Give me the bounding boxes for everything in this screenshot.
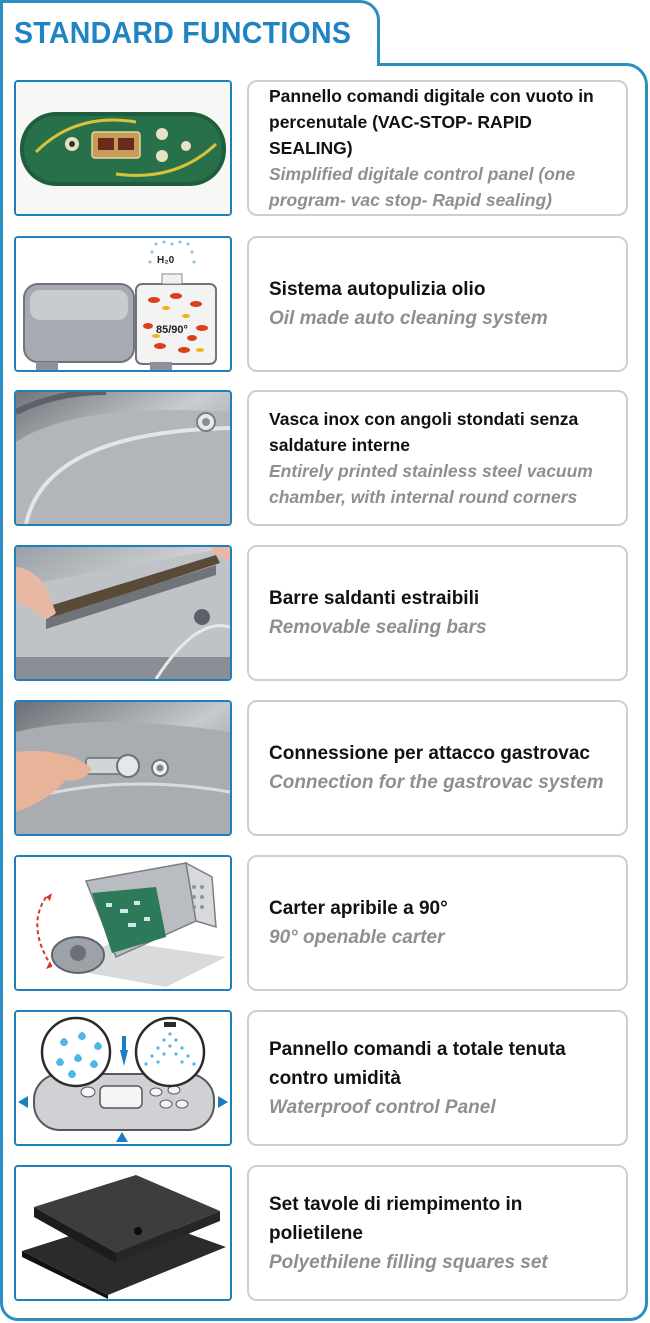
feature-italian-text: Set tavole di riempimento in polietilene: [269, 1193, 523, 1244]
feature-row: [14, 1010, 630, 1148]
oil-cleaning-icon: [14, 236, 232, 372]
feature-row: [14, 80, 630, 218]
filling-squares-icon: [14, 1165, 232, 1301]
feature-italian-text: Carter apribile a 90°: [269, 898, 448, 919]
page-title: STANDARD FUNCTIONS: [14, 15, 352, 50]
feature-english-text: Polyethilene filling squares set: [269, 1251, 548, 1273]
openable-carter-icon: [14, 855, 232, 991]
feature-text: [247, 1165, 628, 1301]
feature-english-text: Removable sealing bars: [269, 617, 487, 638]
feature-row: [14, 700, 630, 838]
control-panel-icon: [14, 80, 232, 216]
feature-row: [14, 545, 630, 683]
feature-text: [247, 855, 628, 991]
feature-text: [247, 390, 628, 526]
feature-english-text: 90° openable carter: [269, 927, 445, 948]
feature-text: [247, 80, 628, 216]
feature-italian-text: Vasca inox con angoli stondati senza saldature interne: [269, 409, 579, 455]
sealing-bar-icon: [14, 545, 232, 681]
feature-italian-text: Pannello comandi digitale con vuoto in percenutale (VAC-STOP- RAPID SEALING): [269, 86, 594, 158]
feature-english-text: Connection for the gastrovac system: [269, 772, 604, 793]
feature-text: [247, 236, 628, 372]
feature-text: [247, 545, 628, 681]
feature-english-text: Entirely printed stainless steel vacuum chamber, with internal round corners: [269, 461, 593, 507]
feature-row: [14, 855, 630, 993]
feature-english-text: Oil made auto cleaning system: [269, 308, 548, 329]
feature-row: [14, 236, 630, 374]
feature-row: [14, 390, 630, 528]
feature-english-text: Simplified digitale control panel (one program- vac stop- Rapid sealing): [269, 164, 576, 210]
stainless-chamber-icon: [14, 390, 232, 526]
temperature-label: 85/90°: [156, 324, 188, 336]
feature-italian-text: Sistema autopulizia olio: [269, 279, 486, 300]
feature-italian-text: Barre saldanti estraibili: [269, 588, 480, 609]
h2o-label: H₂0: [157, 255, 175, 266]
feature-italian-text: Pannello comandi a totale tenuta contro umidità: [269, 1038, 566, 1089]
feature-text: [247, 700, 628, 836]
feature-italian-text: Connessione per attacco gastrovac: [269, 743, 590, 764]
gastrovac-connection-icon: [14, 700, 232, 836]
waterproof-panel-icon: [14, 1010, 232, 1146]
feature-text: [247, 1010, 628, 1146]
feature-english-text: Waterproof control Panel: [269, 1096, 496, 1118]
feature-row: [14, 1165, 630, 1303]
